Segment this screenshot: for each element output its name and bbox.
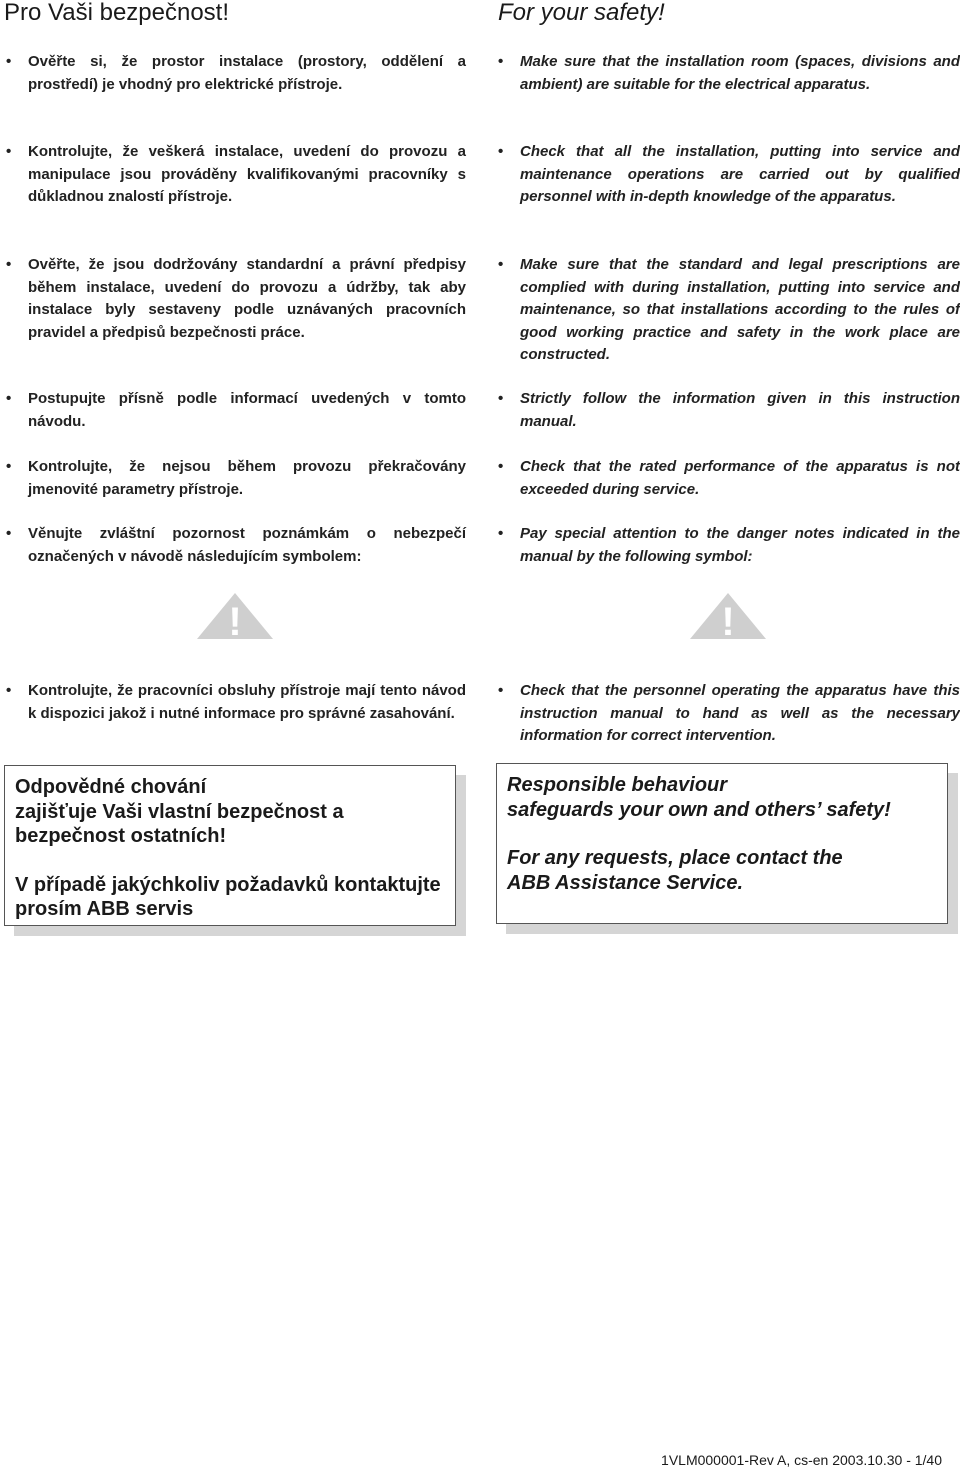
box-line: prosím ABB servis [15,898,194,920]
safety-item-cz-4 [4,388,466,433]
safety-item-text: Kontrolujte, že pracovníci obsluhy přístroje mají tento návod k dispozici jakož i nutné informace pro správné zasahování. [28,682,466,722]
warning-mark: ! [721,600,735,639]
page-title-en: For your safety! [498,0,665,26]
bullet-icon: • [498,143,504,160]
bullet-icon: • [498,256,504,273]
safety-item-en-6 [496,523,960,568]
safety-item-text: Pay special attention to the danger notes indicated in the manual by the following symbol: [520,525,960,565]
safety-item-cz-6 [4,523,466,568]
box-frame [496,763,948,924]
safety-item-text: Check that the personnel operating the apparatus have this instruction manual to hand as well as the necessary information for correct intervention. [520,682,960,744]
safety-item-cz-2 [4,141,466,209]
page-title-cz: Pro Vaši bezpečnost! [4,0,230,26]
box-line: ABB Assistance Service. [507,871,744,894]
safety-item-text: Check that all the installation, putting into service and maintenance operations are carried out by qualified personnel with in-depth knowledge of the apparatus. [520,143,960,205]
bullet-icon: • [498,682,504,699]
safety-item-text: Strictly follow the information given in this instruction manual. [520,390,960,430]
box-line: V případě jakýchkoliv požadavků kontaktujte [15,873,441,896]
box-line: bezpečnost ostatních! [15,825,227,847]
contact-box-cz [4,765,466,936]
bullet-icon: • [6,143,12,160]
safety-item-cz-1 [4,51,466,96]
bullet-icon: • [6,256,12,273]
box-line: Responsible behaviour [507,774,728,796]
safety-item-en-2 [496,141,960,209]
bullet-icon: • [498,525,504,542]
box-line: zajišťuje Vaši vlastní bezpečnost a [15,800,344,823]
contact-box-en [496,763,958,936]
safety-item-en-5 [496,456,960,501]
box-frame [4,765,456,926]
safety-item-text: Check that the rated performance of the apparatus is not exceeded during service. [520,458,960,498]
safety-item-text: Kontrolujte, že nejsou během provozu překračovány jmenovité parametry přístroje. [28,458,466,498]
box-line: Odpovědné chování [15,776,207,798]
bullet-icon: • [6,458,12,475]
safety-item-text: Postupujte přísně podle informací uvedených v tomto návodu. [28,390,466,430]
bullet-icon: • [498,458,504,475]
safety-item-text: Make sure that the installation room (spaces, divisions and ambient) are suitable for the electrical apparatus. [520,53,960,93]
safety-item-text: Ověřte si, že prostor instalace (prostory, oddělení a prostředí) je vhodný pro elektrické přístroje. [28,53,466,93]
safety-item-en-3 [496,254,960,367]
safety-item-en-4 [496,388,960,433]
safety-item-text: Věnujte zvláštní pozornost poznámkám o nebezpečí označených v návodě následujícím symbolem: [28,525,466,565]
box-line: safeguards your own and others’ safety! [507,798,891,821]
safety-item-text: Make sure that the standard and legal prescriptions are complied with during installation, putting into service and maintenance, so that installations according to the rules of good working practice and safety in the work place are constructed. [520,256,960,363]
warning-triangle-icon [197,593,273,639]
bullet-icon: • [6,390,12,407]
safety-item-text: Kontrolujte, že veškerá instalace, uvedení do provozu a manipulace jsou prováděny kvalifikovanými pracovníky s důkladnou znalostí přístroje. [28,143,466,205]
safety-item-en-7 [496,680,960,748]
bullet-icon: • [6,682,12,699]
warning-triangle-icon [690,593,766,639]
safety-item-cz-7 [4,680,466,725]
safety-item-text: Ověřte, že jsou dodržovány standardní a právní předpisy během instalace, uvedení do provozu a údržby, tak aby instalace byly sestaveny podle uznávaných pracovních pravidel a předpisů bezpečnosti práce. [28,256,466,341]
bullet-icon: • [498,390,504,407]
bullet-icon: • [6,53,12,70]
box-line: For any requests, place contact the [507,847,843,869]
warning-mark: ! [228,600,242,639]
safety-item-cz-3 [4,254,466,344]
document-footer: 1VLM000001-Rev A, cs-en 2003.10.30 - 1/40 [661,1452,942,1468]
safety-item-cz-5 [4,456,466,501]
bullet-icon: • [6,525,12,542]
bullet-icon: • [498,53,504,70]
safety-item-en-1 [496,51,960,96]
